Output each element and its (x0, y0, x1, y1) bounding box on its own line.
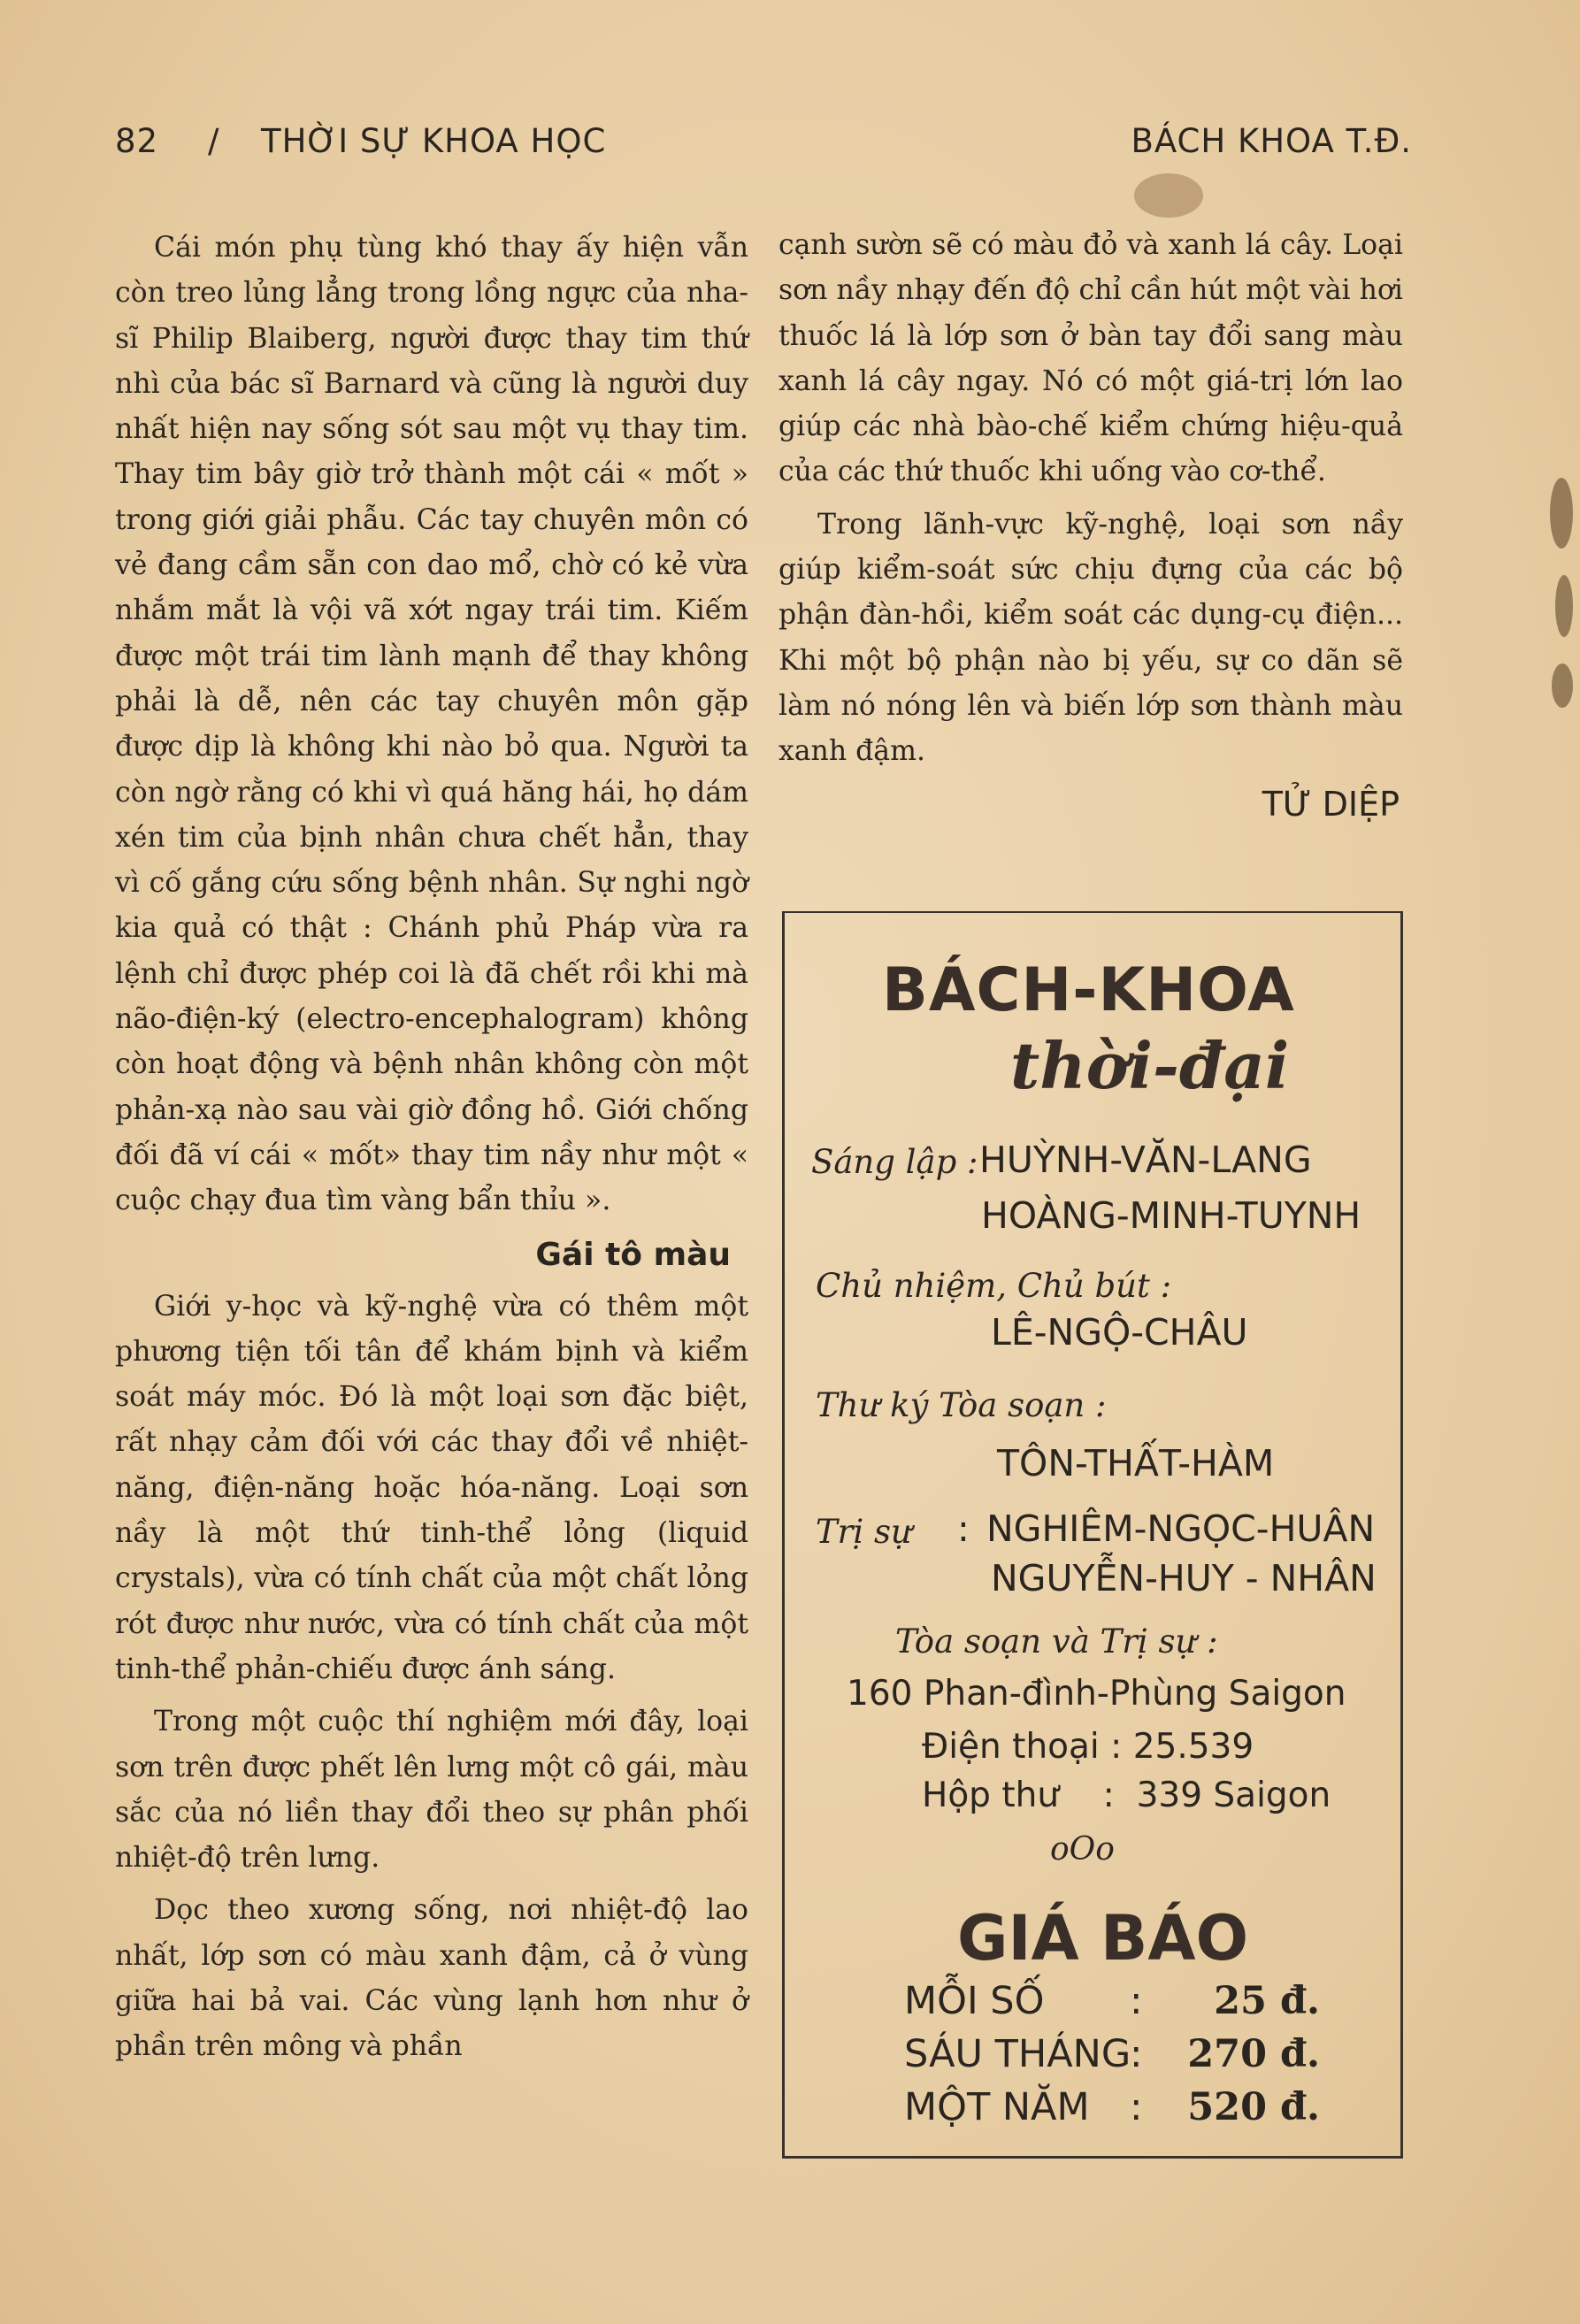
office-label: Tòa soạn và Trị sự : (895, 1622, 1218, 1661)
price-colon: : (1130, 1979, 1143, 2023)
founders-label: Sáng lập : (811, 1143, 978, 1181)
manager-colon: : (957, 1507, 970, 1550)
edge-stain (1550, 478, 1573, 548)
price-row (904, 2085, 1320, 2138)
manager-label: Trị sự (816, 1513, 912, 1551)
paragraph: Trong một cuộc thí nghiệm mới đây, loại sơn trên được phết lên lưng một cô gái, màu sắc của nó liền thay đổi theo sự phân phối nhiệt-độ trên lưng. (115, 1706, 748, 1875)
price-colon: : (1130, 2085, 1143, 2129)
founder-name: HUỲNH-VĂN-LANG (979, 1139, 1312, 1181)
price-value: 520 đ. (1187, 2085, 1320, 2129)
secretary-name: TÔN-THẤT-HÀM (997, 1442, 1275, 1484)
masthead-subtitle: thời-đại (1010, 1028, 1290, 1103)
subheading: Gái tô màu (535, 1236, 731, 1273)
price-label: MỘT NĂM (904, 2085, 1090, 2129)
price-row (904, 2032, 1320, 2085)
paragraph: Giới y-học và kỹ-nghệ vừa có thêm một phương tiện tối tân để khám bịnh và kiểm soát máy móc. Đó là một loại sơn đặc biệt, rất nhạy cảm đối với các thay đổi về nhiệt-năng, điện-năng hoặc hóa-năng. Loại sơn nầy là một thứ tinh-thể lỏng (liquid crystals), vừa có tính chất của một chất lỏng rót được như nước, vừa có tính chất của một tinh-thể phản-chiếu được ánh sáng. (115, 1290, 748, 1685)
paragraph: Cái món phụ tùng khó thay ấy hiện vẫn còn treo lủng lẳng trong lồng ngực của nha-sĩ Philip Blaiberg, người được thay tim thứ nhì của bác sĩ Barnard và cũng là người duy nhất hiện nay sống sót sau một vụ thay tim. Thay tim bây giờ trở thành một cái « mốt » trong giới giải phẫu. Các tay chuyên môn có vẻ đang cầm sẵn con dao mổ, chờ có kẻ vừa nhắm mắt là vội vã xớt ngay trái tim. Kiếm được một trái tim lành mạnh để thay không phải là dễ, nên các tay chuyên môn gặp được dịp là không khi nào bỏ qua. Người ta còn ngờ rằng có khi vì quá hăng hái, họ dám xén tim của bịnh nhân chưa chết hẳn, thay vì cố gắng cứu sống bệnh nhân. Sự nghi ngờ kia quả có thật : Chánh phủ Pháp vừa ra lệnh chỉ được phép coi là đã chết rồi khi mà não-điện-ký (electro-encephalogram) không còn hoạt động và bệnh nhân không còn một phản-xạ nào sau vài giờ đồng hồ. Giới chống đối đã ví cái « mốt» thay tim nầy như một « cuộc chạy đua tìm vàng bẩn thỉu ». (115, 232, 748, 1217)
paragraph: Trong lãnh-vực kỹ-nghệ, loại sơn nầy giúp kiểm-soát sức chịu đựng của các bộ phận đàn-hồi, kiểm soát các dụng-cụ điện... Khi một bộ phận nào bị yếu, sự co dãn sẽ làm nó nóng lên và biến lớp sơn thành màu xanh đậm. (778, 508, 1403, 768)
price-value: 270 đ. (1187, 2032, 1320, 2076)
masthead-box (782, 911, 1403, 2159)
author-byline: TỬ DIỆP (1262, 784, 1400, 824)
paragraph: Dọc theo xương sống, nơi nhiệt-độ lao nhất, lớp sơn có màu xanh đậm, cả ở vùng giữa hai bả vai. Các vùng lạnh hơn như ở phần trên mông và phần (115, 1894, 748, 2063)
page-header (115, 122, 1412, 175)
manager-name: NGHIÊM-NGỌC-HUÂN (986, 1507, 1376, 1550)
section-title: THỜI SỰ KHOA HỌC (261, 122, 607, 160)
price-label: SÁU THÁNG (904, 2032, 1131, 2076)
edge-stain (1552, 663, 1573, 708)
office-phone: Điện thoại : 25.539 (922, 1727, 1254, 1767)
paragraph: cạnh sườn sẽ có màu đỏ và xanh lá cây. Loại sơn nầy nhạy đến độ chỉ cần hút một vài hơi thuốc lá là lớp sơn ở bàn tay đổi sang màu xanh lá cây ngay. Nó có một giá-trị lớn lao giúp các nhà bào-chế kiểm chứng hiệu-quả của các thứ thuốc khi uống vào cơ-thể. (778, 229, 1403, 488)
price-colon: : (1130, 2032, 1143, 2076)
price-value: 25 đ. (1214, 1979, 1320, 2023)
office-address: 160 Phan-đình-Phùng Saigon (847, 1674, 1346, 1714)
divider-ornament: oOo (1050, 1831, 1115, 1868)
edge-stain (1555, 575, 1573, 637)
secretary-label: Thư ký Tòa soạn : (816, 1386, 1107, 1424)
director-name: LÊ-NGỘ-CHÂU (991, 1311, 1248, 1354)
left-column (115, 226, 748, 2077)
founder-name: HOÀNG-MINH-TUYNH (981, 1194, 1361, 1237)
pricing-title: GIÁ BÁO (957, 1902, 1249, 1975)
ink-stain (1134, 173, 1203, 218)
right-column (778, 223, 1403, 827)
price-label: MỖI SỐ (904, 1979, 1045, 2023)
masthead-title: BÁCH-KHOA (882, 955, 1295, 1025)
running-title: BÁCH KHOA T.Đ. (1131, 122, 1412, 160)
price-row (904, 1979, 1320, 2032)
header-separator: / (208, 122, 220, 160)
office-pobox: Hộp thư : 339 Saigon (922, 1776, 1331, 1815)
page-number: 82 (115, 122, 159, 160)
director-label: Chủ nhiệm, Chủ bút : (816, 1267, 1172, 1305)
manager-name: NGUYỄN-HUY - NHÂN (991, 1557, 1377, 1599)
